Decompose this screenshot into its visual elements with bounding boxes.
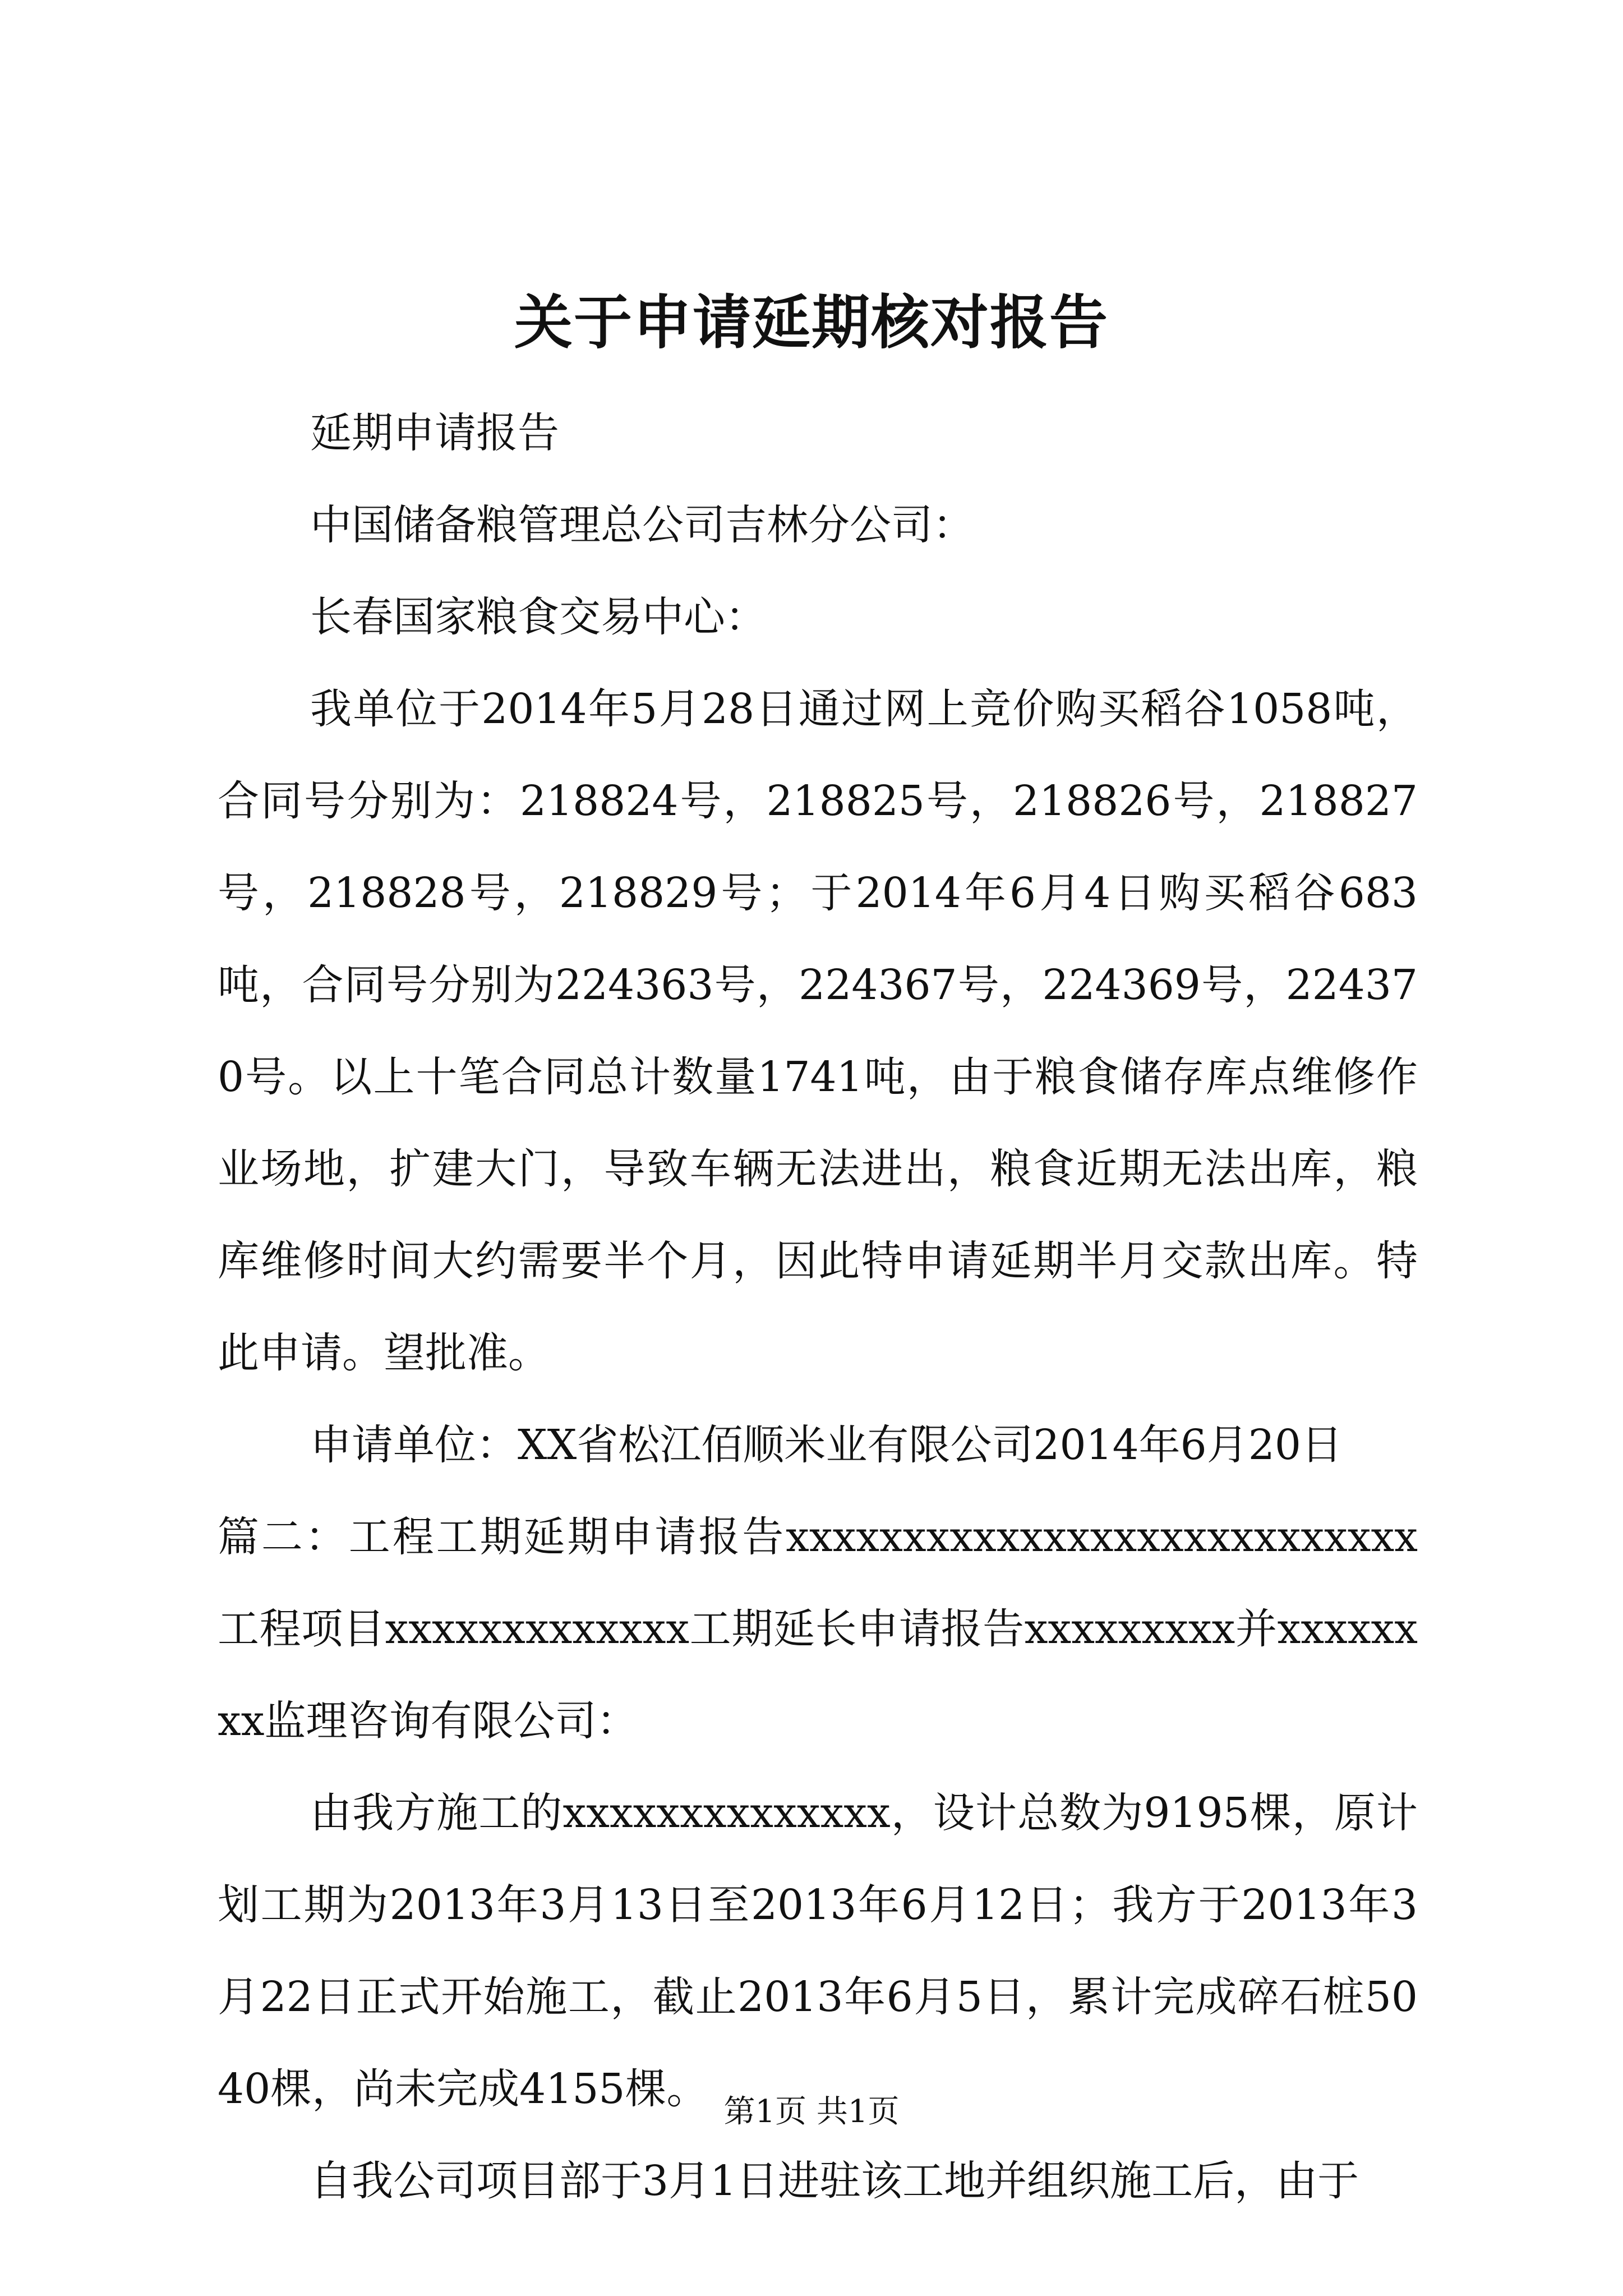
paragraph-continuation: 自我公司项目部于3月1日进驻该工地并组织施工后，由于 [310,2157,1359,2205]
document-body [218,387,1418,2227]
paragraph-addressee-1: 中国储备粮管理总公司吉林分公司： [310,501,974,549]
paragraph-heading: 延期申请报告 [310,409,559,457]
paragraph-addressee-2: 长春国家粮食交易中心： [310,593,767,641]
document-title: 关于申请延期核对报告 [514,288,1109,357]
paragraph-applicant: 申请单位：XX省松江佰顺米业有限公司2014年6月20日 [310,1421,1343,1469]
paragraph-construction-status: 由我方施工的xxxxxxxxxxxxxx，设计总数为9195棵，原计划工期为2013年3月13日至2013年6月12日；我方于2013年3月22日正式开始施工，截止2013年6月5日，累计完成碎石桩5040棵，尚未完成4155棵。 [218,1789,1418,2113]
paragraph-part-two: 篇二：工程工期延期申请报告xxxxxxxxxxxxxxxxxxxxxxxxxxx工程项目xxxxxxxxxxxxx工期延长申请报告xxxxxxxxx并xxxxxxxx监理咨询有限公司： [218,1513,1418,1745]
page-footer: 第1页 共1页 [723,2093,900,2130]
paragraph-request-body: 我单位于2014年5月28日通过网上竞价购买稻谷1058吨，合同号分别为：218824号，218825号，218826号，218827号，218828号，218829号；于2014年6月4日购买稻谷683吨，合同号分别为224363号，224367号，224369号，224370号。以上十笔合同总计数量1741吨，由于粮食储存库点维修作业场地，扩建大门，导致车辆无法进出，粮食近期无法出库，粮库维修时间大约需要半个月，因此特申请延期半月交款出库。特此申请。望批准。 [218,685,1418,1377]
